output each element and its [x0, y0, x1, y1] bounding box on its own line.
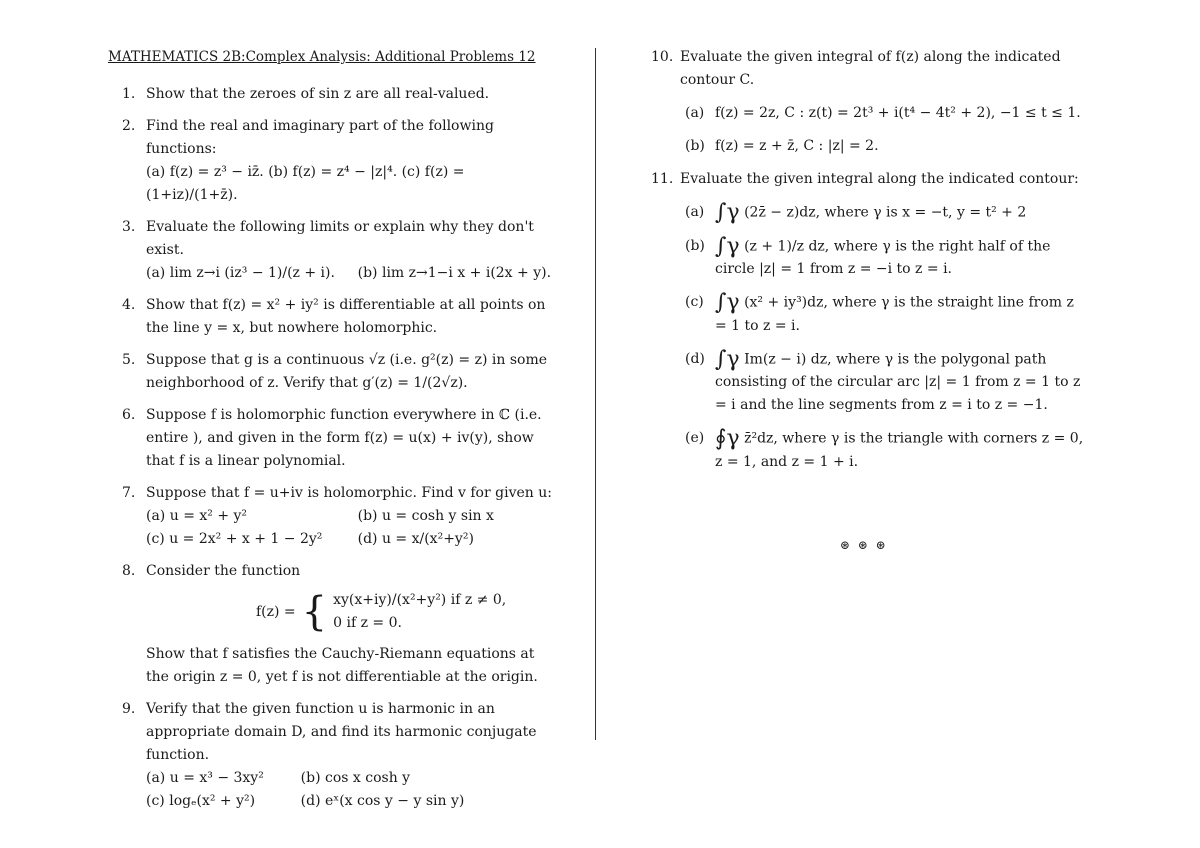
integral-sign-icon: ∫γ [715, 200, 740, 225]
problem-text: Suppose that g is a continuous √z (i.e. g²(z) = z) in some neighborhood of z. Verify that g′(z) = 1/(2√z). [146, 352, 548, 391]
case-1: xy(x+iy)/(x²+y²) if z ≠ 0, [333, 592, 507, 608]
subpart-c: (c) logₑ(x² + y²) [146, 793, 256, 809]
integral-sign-icon: ∫γ [715, 233, 740, 259]
problem-text-after: Show that f satisfies the Cauchy-Riemann equations at the origin z = 0, yet f is not differentiable at the origin. [146, 646, 538, 685]
subpart-b [680, 235, 1087, 282]
problem-text: Verify that the given function u is harmonic in an appropriate domain D, and find its harmonic conjugate function. [146, 701, 537, 763]
subpart-a: (a) u = x³ − 3xy² [146, 770, 264, 786]
problem-4 [108, 294, 553, 340]
problem-8 [108, 560, 553, 689]
integral-sign-icon: ∫γ [715, 346, 740, 372]
problem-9 [108, 698, 553, 813]
subpart-text: Im(z − i) dz, where γ is the polygonal path consisting of the circular arc |z| = 1 from z = 1 to z = i and the line segments from z = i to z = −1. [715, 351, 1081, 413]
problem-2 [108, 115, 553, 207]
problem-number: 6. [122, 407, 136, 423]
subpart-label: (e) [685, 430, 705, 446]
left-column [108, 46, 553, 822]
problem-text: Consider the function [146, 563, 301, 579]
problem-text: Evaluate the following limits or explain why they don't exist. [146, 219, 534, 258]
subpart-label: (b) [685, 138, 705, 154]
limit-b: (b) lim z→1−i x + i(2x + y). [357, 265, 552, 281]
subpart-d: (d) u = x/(x²+y²) [357, 531, 474, 547]
integral-sign-icon: ∫γ [715, 290, 740, 315]
problem-number: 11. [651, 171, 674, 187]
subpart-label: (d) [685, 350, 705, 367]
document-title: MATHEMATICS 2B:Complex Analysis: Additional Problems 12 [108, 49, 536, 65]
problem-number: 9. [122, 701, 136, 717]
problem-text: Find the real and imaginary part of the following functions: [146, 118, 494, 157]
problem-number: 5. [122, 352, 136, 368]
problem-7 [108, 482, 553, 551]
subpart-text: (x² + iy³)dz, where γ is the straight line from z = 1 to z = i. [715, 294, 1074, 334]
subpart-c [680, 291, 1087, 338]
problem-number: 4. [122, 297, 136, 313]
problem-text: Suppose f is holomorphic function everywhere in ℂ (i.e. entire ), and given in the form f(z) = u(x) + iv(y), show that f is a linear polynomial. [146, 407, 542, 469]
subpart-b: (b) u = cosh y sin x [357, 508, 494, 524]
problem-text: Evaluate the given integral along the indicated contour: [680, 171, 1079, 187]
problem-number: 2. [122, 118, 136, 134]
subpart-a [680, 102, 1087, 125]
subpart-e [680, 427, 1087, 474]
subparts-grid [146, 767, 553, 813]
problem-1 [108, 83, 553, 106]
problem-subparts: (a) f(z) = z³ − iz̄. (b) f(z) = z⁴ − |z|⁴. (c) f(z) = (1+iz)/(1+z̄). [146, 164, 465, 203]
problem-10 [647, 46, 1087, 158]
subparts-list [680, 201, 1087, 474]
subpart-d: (d) eˣ(x cos y − y sin y) [300, 793, 465, 809]
brace-icon: { [301, 589, 328, 635]
piecewise-lhs: f(z) = [256, 603, 296, 620]
problem-11 [647, 168, 1087, 474]
subpart-label: (b) [685, 237, 705, 254]
problem-6 [108, 404, 553, 473]
subparts-list [680, 102, 1087, 158]
subpart-text: f(z) = 2z, C : z(t) = 2t³ + i(t⁴ − 4t² + 2), −1 ≤ t ≤ 1. [715, 105, 1081, 121]
problem-5 [108, 349, 553, 395]
right-column [647, 46, 1087, 484]
subpart-label: (a) [685, 204, 705, 220]
problem-text: Suppose that f = u+iv is holomorphic. Find v for given u: [146, 485, 552, 501]
subpart-label: (a) [685, 105, 705, 121]
case-2: 0 if z = 0. [333, 615, 402, 631]
problem-number: 10. [651, 49, 674, 65]
problem-text: Show that f(z) = x² + iy² is differentiable at all points on the line y = x, but nowhere holomorphic. [146, 297, 546, 336]
subpart-text: f(z) = z + z̄, C : |z| = 2. [715, 138, 879, 154]
problem-number: 3. [122, 219, 136, 235]
subparts-grid [146, 505, 553, 551]
subpart-a: (a) u = x² + y² [146, 508, 248, 524]
piecewise-function [256, 589, 553, 635]
problem-number: 1. [122, 86, 136, 102]
subpart-text: (z + 1)/z dz, where γ is the right half of the circle |z| = 1 from z = −i to z = i. [715, 238, 1051, 277]
subpart-b [680, 135, 1087, 158]
problem-number: 7. [122, 485, 136, 501]
limit-a: (a) lim z→i (iz³ − 1)/(z + i). [146, 265, 335, 281]
subpart-d [680, 348, 1087, 418]
subpart-text: (2z̄ − z)dz, where γ is x = −t, y = t² + 2 [744, 204, 1027, 221]
problem-text: Evaluate the given integral of f(z) along the indicated contour C. [680, 49, 1061, 88]
problem-3 [108, 216, 553, 285]
column-divider [595, 48, 596, 740]
end-ornament-icon: ⊛ ⊛ ⊛ [840, 538, 888, 552]
subpart-text: z̄²dz, where γ is the triangle with corners z = 0, z = 1, and z = 1 + i. [715, 430, 1084, 470]
subpart-label: (c) [685, 294, 704, 310]
problem-number: 8. [122, 563, 136, 579]
piecewise-cases [333, 589, 506, 635]
subpart-a [680, 201, 1087, 225]
subpart-c: (c) u = 2x² + x + 1 − 2y² [146, 531, 323, 547]
problem-text: Show that the zeroes of sin z are all real-valued. [146, 86, 490, 102]
subpart-b: (b) cos x cosh y [300, 770, 411, 786]
contour-integral-icon: ∮γ [715, 426, 740, 451]
limits-parts [146, 262, 553, 285]
